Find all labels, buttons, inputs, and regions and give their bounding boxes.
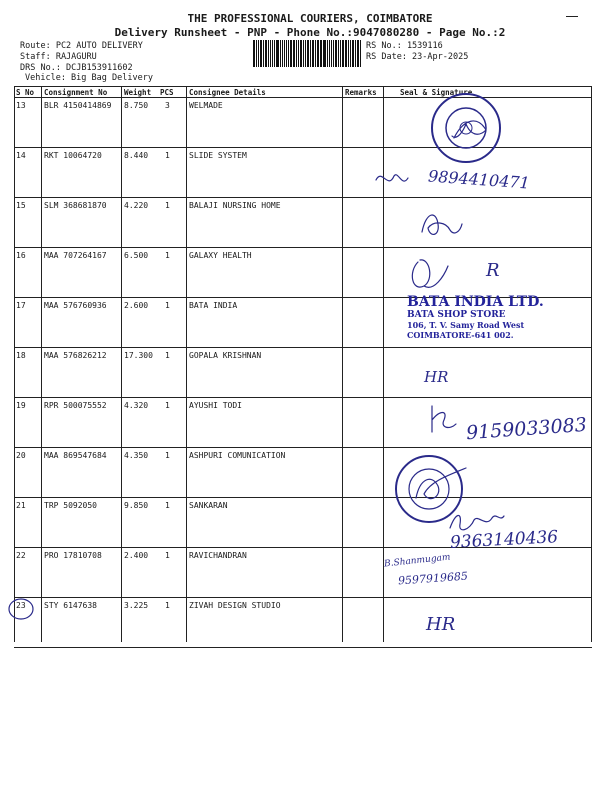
row-22-weight: 2.400 — [124, 551, 149, 560]
row-15-consignment: SLM 368681870 — [44, 201, 107, 210]
initial-row18: HR — [424, 368, 449, 386]
row-14-sno: 14 — [16, 151, 26, 160]
row-divider — [14, 647, 592, 648]
barcode-bar — [355, 40, 356, 67]
barcode-bar — [305, 40, 306, 67]
signature-row15-icon — [416, 202, 466, 242]
bata-stamp-line2: BATA SHOP STORE — [407, 310, 506, 320]
col-header-consignee: Consignee Details — [189, 88, 266, 97]
row-16-sno: 16 — [16, 251, 26, 260]
barcode-bar — [335, 40, 337, 67]
barcode-bar — [320, 40, 321, 67]
bata-stamp-line4: COIMBATORE-641 002. — [407, 330, 514, 340]
barcode-bar — [348, 40, 349, 67]
barcode-bar — [293, 40, 296, 67]
barcode-bar — [276, 40, 279, 67]
row-21-weight: 9.850 — [124, 501, 149, 510]
barcode-bar — [329, 40, 330, 67]
row-21-consignee: SANKARAN — [189, 501, 228, 510]
row-13-pcs: 3 — [165, 101, 170, 110]
col-header-seal: Seal & Signature — [400, 88, 473, 97]
row-19-consignment: RPR 500075552 — [44, 401, 107, 410]
barcode-bar — [282, 40, 283, 67]
barcode — [253, 40, 361, 67]
row-18-consignment: MAA 576826212 — [44, 351, 107, 360]
row-18-consignee: GOPALA KRISHNAN — [189, 351, 262, 360]
row-19-weight: 4.320 — [124, 401, 149, 410]
barcode-bar — [312, 40, 314, 67]
name-row22: B.Shanmugam — [383, 552, 451, 570]
barcode-bar — [338, 40, 339, 67]
row-21-pcs: 1 — [165, 501, 170, 510]
barcode-bar — [298, 40, 299, 67]
row-23-consignment: STY 6147638 — [44, 601, 97, 610]
row-23-pcs: 1 — [165, 601, 170, 610]
row-22-consignment: PRO 17810708 — [44, 551, 102, 560]
barcode-bar — [288, 40, 289, 67]
barcode-bar — [333, 40, 334, 67]
barcode-bar — [303, 40, 304, 67]
row-20-weight: 4.350 — [124, 451, 149, 460]
barcode-bar — [331, 40, 333, 67]
route-label: Route: PC2 AUTO DELIVERY — [20, 41, 143, 51]
row-15-pcs: 1 — [165, 201, 170, 210]
barcode-bar — [342, 40, 345, 67]
row-14-weight: 8.440 — [124, 151, 149, 160]
row-14-consignment: RKT 10064720 — [44, 151, 102, 160]
circle-mark-row23-icon — [6, 596, 36, 622]
barcode-bar — [345, 40, 347, 67]
row-divider — [14, 597, 592, 598]
row-divider — [14, 347, 592, 348]
row-16-pcs: 1 — [165, 251, 170, 260]
row-18-pcs: 1 — [165, 351, 170, 360]
barcode-bar — [268, 40, 269, 67]
col-header-remarks: Remarks — [345, 88, 377, 97]
barcode-bar — [327, 40, 328, 67]
row-divider — [14, 397, 592, 398]
row-19-pcs: 1 — [165, 401, 170, 410]
barcode-bar — [256, 40, 257, 67]
row-15-consignee: BALAJI NURSING HOME — [189, 201, 281, 210]
row-20-pcs: 1 — [165, 451, 170, 460]
bata-stamp-line1: BATA INDIA LTD. — [407, 294, 544, 310]
row-21-sno: 21 — [16, 501, 26, 510]
row-23-sno: 23 — [16, 601, 26, 610]
col-header-sno: S No — [16, 88, 35, 97]
staff-label: Staff: RAJAGURU — [20, 52, 97, 62]
row-22-consignee: RAVICHANDRAN — [189, 551, 247, 560]
barcode-bar — [258, 40, 259, 67]
barcode-bar — [290, 40, 292, 67]
col-header-pcs: PCS — [160, 88, 174, 97]
barcode-bar — [296, 40, 297, 67]
row-13-sno: 13 — [16, 101, 26, 110]
runsheet-subtitle: Delivery Runsheet - PNP - Phone No.:9047080280 - Page No.:2 — [114, 26, 506, 39]
col-header-consignment: Consignment No — [44, 88, 108, 97]
barcode-bar — [352, 40, 354, 67]
barcode-bar — [350, 40, 351, 67]
row-16-weight: 6.500 — [124, 251, 149, 260]
barcode-bar — [280, 40, 281, 67]
barcode-bar — [310, 40, 311, 67]
barcode-bar — [315, 40, 316, 67]
row-18-weight: 17.300 — [124, 351, 153, 360]
bata-stamp — [407, 294, 544, 340]
row-19-consignee: AYUSHI TODI — [189, 401, 242, 410]
drs-number: DRS No.: DCJB153911602 — [20, 63, 133, 73]
row-17-pcs: 1 — [165, 301, 170, 310]
barcode-bar — [272, 40, 274, 67]
row-19-sno: 19 — [16, 401, 26, 410]
row-17-weight: 2.600 — [124, 301, 149, 310]
barcode-bar — [274, 40, 275, 67]
row-22-sno: 22 — [16, 551, 26, 560]
barcode-bar — [307, 40, 310, 67]
row-16-consignee: GALAXY HEALTH — [189, 251, 252, 260]
row-15-sno: 15 — [16, 201, 26, 210]
barcode-bar — [340, 40, 341, 67]
phone-row21: 9363140436 — [449, 527, 559, 553]
row-20-consignee: ASHPURI COMUNICATION — [189, 451, 286, 460]
phone-row19: 9159033083 — [465, 413, 588, 445]
barcode-bar — [284, 40, 286, 67]
row-divider — [14, 447, 592, 448]
row-14-pcs: 1 — [165, 151, 170, 160]
row-13-consignee: WELMADE — [189, 101, 223, 110]
barcode-bar — [270, 40, 271, 67]
barcode-bar — [321, 40, 322, 67]
row-divider — [14, 247, 592, 248]
row-17-consignment: MAA 576760936 — [44, 301, 107, 310]
rs-number: RS No.: 1539116 — [366, 41, 443, 51]
barcode-bar — [300, 40, 302, 67]
row-21-consignment: TRP 5092050 — [44, 501, 97, 510]
barcode-bar — [360, 40, 361, 67]
phone-row22: 9597919685 — [397, 569, 469, 588]
row-22-pcs: 1 — [165, 551, 170, 560]
row-13-weight: 8.750 — [124, 101, 149, 110]
initial-row23: HR — [426, 614, 456, 635]
barcode-bar — [263, 40, 264, 67]
barcode-bar — [286, 40, 287, 67]
welmade-seal-icon — [426, 88, 506, 166]
company-title: THE PROFESSIONAL COURIERS, COIMBATORE — [187, 12, 433, 25]
row-16-consignment: MAA 707264167 — [44, 251, 107, 260]
rs-date: RS Date: 23-Apr-2025 — [366, 52, 469, 62]
col-header-weight: Weight — [124, 88, 152, 97]
row-17-sno: 17 — [16, 301, 26, 310]
barcode-bar — [253, 40, 255, 67]
row-20-sno: 20 — [16, 451, 26, 460]
signature-row19-icon — [424, 400, 464, 440]
row-18-sno: 18 — [16, 351, 26, 360]
initial-row16: R — [486, 260, 500, 281]
row-23-consignee: ZIVAH DESIGN STUDIO — [189, 601, 281, 610]
row-15-weight: 4.220 — [124, 201, 149, 210]
phone-row14: 9894410471 — [427, 166, 531, 193]
barcode-bar — [260, 40, 263, 67]
row-20-consignment: MAA 869547684 — [44, 451, 107, 460]
row-17-consignee: BATA INDIA — [189, 301, 238, 310]
vehicle-label: Vehicle: Big Bag Delivery — [25, 73, 153, 83]
barcode-bar — [323, 40, 326, 67]
row-divider — [14, 497, 592, 498]
barcode-bar — [357, 40, 360, 67]
barcode-bar — [317, 40, 319, 67]
bata-stamp-line3: 106, T. V. Samy Road West — [407, 320, 525, 330]
row-14-consignee: SLIDE SYSTEM — [189, 151, 247, 160]
row-23-weight: 3.225 — [124, 601, 149, 610]
barcode-bar — [265, 40, 267, 67]
row-13-consignment: BLR 4150414869 — [44, 101, 112, 110]
